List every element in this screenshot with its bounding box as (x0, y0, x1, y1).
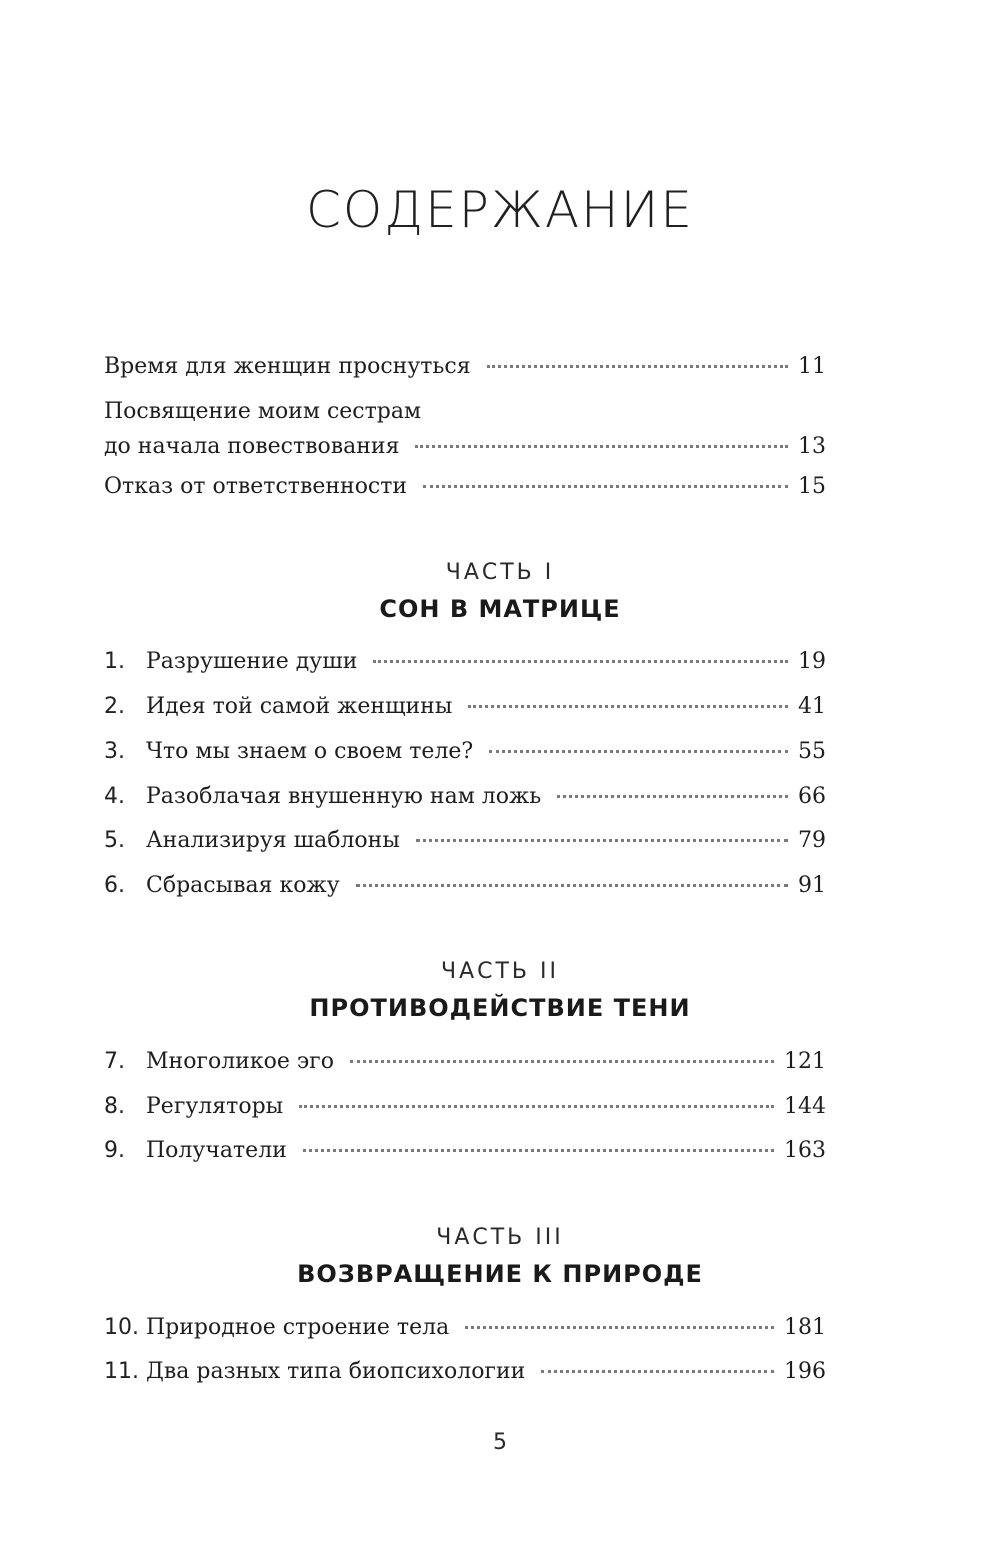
chapter-number: 2. (104, 694, 125, 719)
dot-leader (356, 884, 788, 887)
entry-page: 11 (798, 354, 826, 379)
dot-leader (415, 445, 788, 448)
chapter-number: 6. (104, 873, 125, 898)
entry-label: Что мы знаем о своем теле? (146, 739, 474, 764)
toc-entry-chapter-7[interactable] (104, 1047, 826, 1077)
toc-entry-chapter-2[interactable] (104, 692, 826, 722)
entry-label: Многоликое эго (146, 1049, 334, 1074)
entry-label: Сбрасывая кожу (146, 873, 340, 898)
chapter-number: 11. (104, 1359, 139, 1384)
chapter-number: 7. (104, 1049, 125, 1074)
toc-entry-front-2[interactable] (104, 397, 826, 462)
chapter-number: 5. (104, 828, 125, 853)
part-1-title: СОН В МАТРИЦЕ (379, 595, 621, 623)
entry-page: 181 (784, 1315, 826, 1340)
part-3-label: ЧАСТЬ III (436, 1225, 564, 1250)
chapter-number: 10. (104, 1315, 139, 1340)
chapter-number: 9. (104, 1138, 125, 1163)
entry-label: Два разных типа биопсихологии (146, 1359, 526, 1384)
entry-page: 91 (798, 873, 826, 898)
toc-entry-chapter-4[interactable] (104, 782, 826, 812)
entry-page: 13 (798, 434, 826, 459)
dot-leader (416, 839, 788, 842)
dot-leader (303, 1149, 774, 1152)
entry-label: Время для женщин проснуться (104, 354, 471, 379)
entry-label: Разрушение души (146, 649, 358, 674)
entry-label: Природное строение тела (146, 1315, 450, 1340)
toc-entry-chapter-11[interactable] (104, 1357, 826, 1387)
toc-entry-chapter-1[interactable] (104, 647, 826, 677)
part-3-title: ВОЗВРАЩЕНИЕ К ПРИРОДЕ (297, 1260, 703, 1288)
dot-leader (465, 1326, 774, 1329)
toc-entry-chapter-5[interactable] (104, 826, 826, 856)
entry-page: 121 (784, 1049, 826, 1074)
entry-page: 196 (784, 1359, 826, 1384)
toc-entry-chapter-10[interactable] (104, 1313, 826, 1343)
entry-page: 19 (798, 649, 826, 674)
dot-leader (557, 795, 788, 798)
dot-leader (541, 1370, 774, 1373)
dot-leader (423, 485, 788, 488)
chapter-number: 8. (104, 1094, 125, 1119)
entry-label-line1: Посвящение моим сестрам (104, 399, 422, 424)
chapter-number: 3. (104, 739, 125, 764)
entry-label: Идея той самой женщины (146, 694, 453, 719)
entry-label: Получатели (146, 1138, 287, 1163)
entry-label: Анализируя шаблоны (146, 828, 400, 853)
entry-page: 15 (798, 474, 826, 499)
entry-page: 79 (798, 828, 826, 853)
part-2-label: ЧАСТЬ II (441, 959, 559, 984)
entry-label: Разоблачая внушенную нам ложь (146, 784, 542, 809)
dot-leader (299, 1105, 774, 1108)
dot-leader (350, 1060, 774, 1063)
entry-label: Регуляторы (146, 1094, 284, 1119)
part-1-label: ЧАСТЬ I (445, 560, 555, 585)
entry-page: 66 (798, 784, 826, 809)
page-number: 5 (493, 1430, 507, 1455)
toc-entry-chapter-6[interactable] (104, 871, 826, 901)
entry-page: 41 (798, 694, 826, 719)
part-2-title: ПРОТИВОДЕЙСТВИЕ ТЕНИ (309, 994, 691, 1022)
dot-leader (373, 660, 788, 663)
toc-entry-front-1[interactable] (104, 352, 826, 382)
entry-label: Отказ от ответственности (104, 474, 408, 499)
toc-entry-chapter-9[interactable] (104, 1136, 826, 1166)
toc-entry-chapter-3[interactable] (104, 737, 826, 767)
dot-leader (487, 365, 788, 368)
entry-page: 55 (798, 739, 826, 764)
page-title: СОДЕРЖАНИЕ (306, 181, 694, 239)
toc-entry-chapter-8[interactable] (104, 1092, 826, 1122)
dot-leader (489, 750, 788, 753)
entry-page: 144 (784, 1094, 826, 1119)
dot-leader (468, 705, 788, 708)
chapter-number: 4. (104, 784, 125, 809)
entry-page: 163 (784, 1138, 826, 1163)
entry-label: до начала повествования (104, 434, 400, 459)
toc-entry-front-3[interactable] (104, 472, 826, 502)
chapter-number: 1. (104, 649, 125, 674)
